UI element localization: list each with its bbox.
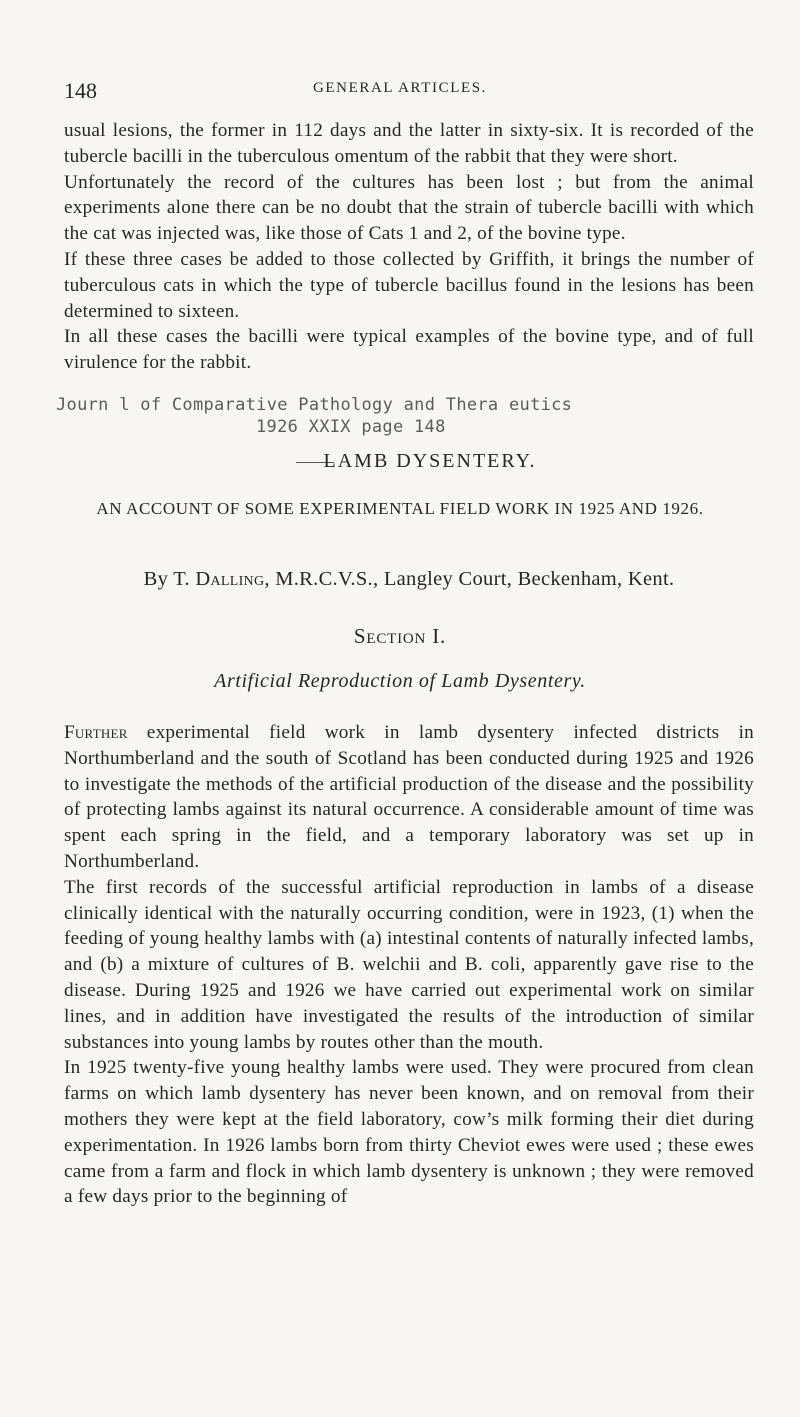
- page-header: [64, 78, 736, 108]
- previous-article-text: [64, 118, 754, 376]
- author-line: [64, 568, 754, 591]
- article-title: [0, 450, 800, 473]
- paragraph: [64, 720, 754, 875]
- paragraph: In 1925 twenty-five young healthy lambs were used. They were procured from clean farms on which lamb dysentery has never been known, and on removal from their mothers they were kept at the field laboratory, cow’s milk forming their diet during experimentation. In 1926 lambs born from thirty Cheviot ewes were used ; these ewes came from a farm and flock in which lamb dysentery is unknown ; they were removed a few days prior to the beginning of: [64, 1057, 754, 1208]
- article-body: [64, 720, 754, 1210]
- paragraph: In all these cases the bacilli were typical examples of the bovine type, and of full virulence for the rabbit.: [64, 326, 754, 374]
- stamp-line-1: Journ l of Comparative Pathology and Thera eutics: [56, 395, 573, 415]
- stamp-line-2: 1926 XXIX page 148: [256, 417, 446, 437]
- author-affiliation: , M.R.C.V.S., Langley Court, Beckenham, Kent.: [264, 568, 675, 590]
- paragraph: Unfortunately the record of the cultures has been lost ; but from the animal experiments alone there can be no doubt that the strain of tubercle bacilli with which the cat was injected was, like those of Cats 1 and 2, of the bovine type.: [64, 171, 754, 245]
- section-subheading: Artificial Reproduction of Lamb Dysentery.: [214, 670, 586, 692]
- first-word: Further: [64, 722, 128, 743]
- author-prefix: By T.: [143, 568, 196, 590]
- article-subtitle: AN ACCOUNT OF SOME EXPERIMENTAL FIELD WORK IN 1925 AND 1926.: [96, 499, 704, 518]
- paragraph-text: experimental field work in lamb dysentery infected districts in Northumberland and the south of Scotland has been conducted during 1925 and 1926 to investigate the methods of the artificial production of the disease and the possibility of protecting lambs against its natural occurrence. A considerable amount of time was spent each spring in the field, and a temporary laboratory was set up in Northumberland.: [64, 722, 754, 872]
- paragraph: usual lesions, the former in 112 days and the latter in sixty-six. It is recorded of the tubercle bacilli in the tuberculous omentum of the rabbit that they were short.: [64, 120, 754, 167]
- article-title-text: LAMB DYSENTERY.: [323, 450, 537, 472]
- author-name: Dalling: [195, 568, 265, 590]
- library-stamp: [56, 394, 756, 438]
- page-number: 148: [64, 78, 97, 103]
- running-head: GENERAL ARTICLES.: [312, 80, 488, 96]
- paragraph: The first records of the successful artificial reproduction in lambs of a disease clinically identical with the naturally occurring condition, were in 1923, (1) when the feeding of young healthy lambs with (a) intestinal contents of naturally infected lambs, and (b) a mixture of cultures of B. welchii and B. coli, apparently gave rise to the disease. During 1925 and 1926 we have carried out experimental work on similar lines, and in addition have investigated the results of the introduction of similar substances into young lambs by routes other than the mouth.: [64, 876, 754, 1053]
- section-heading: Section I.: [353, 624, 447, 648]
- paragraph: If these three cases be added to those collected by Griffith, it brings the number of tuberculous cats in which the type of tubercle bacillus found in the lesions has been determined to sixteen.: [64, 248, 754, 322]
